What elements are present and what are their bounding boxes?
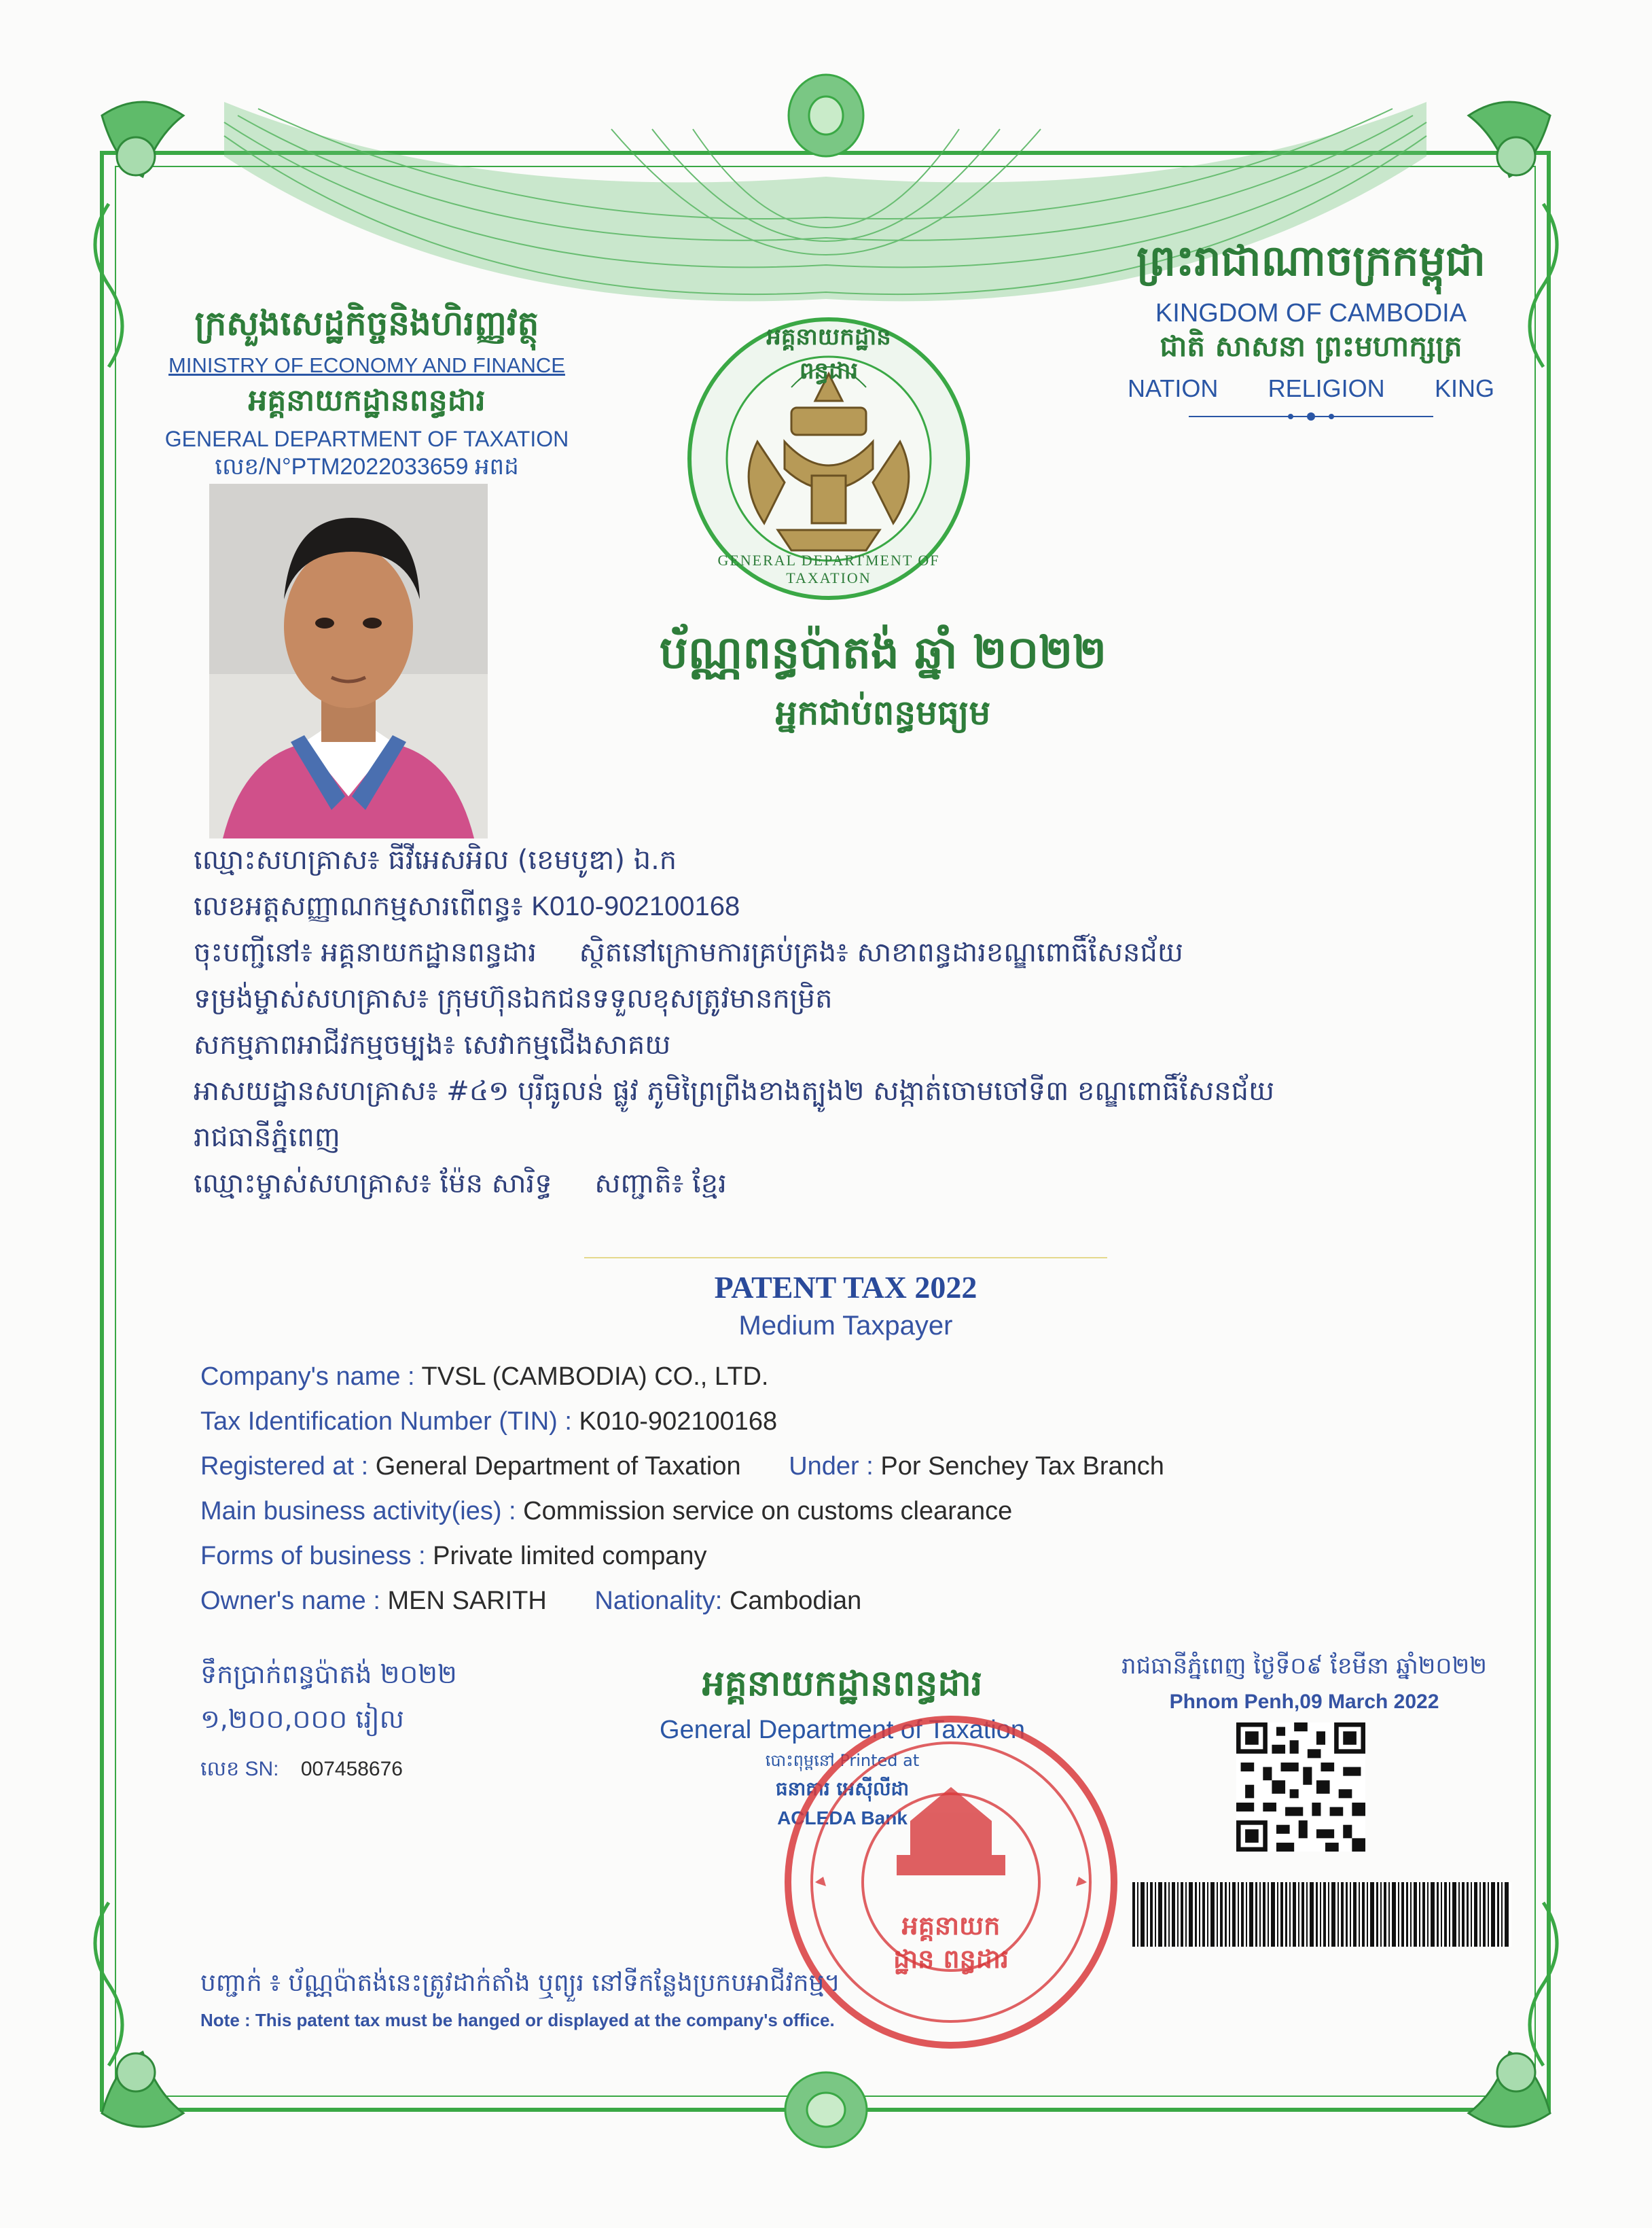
bank-kh: ធនាគារ អេស៊ីលីដា xyxy=(775,1778,910,1800)
kh-owner-label: ឈ្មោះម្ចាស់សហគ្រាស៖ xyxy=(194,1168,431,1199)
en-under-value: Por Senchey Tax Branch xyxy=(880,1452,1164,1481)
kh-registered-value: អគ្គនាយកដ្ឋានពន្ធដារ xyxy=(321,937,537,968)
serial-value: 007458676 xyxy=(300,1758,403,1780)
qr-code[interactable] xyxy=(1236,1722,1365,1852)
stamp-text: អគ្គនាយកដ្ឋាន ពន្ធដារ xyxy=(893,1911,1009,1975)
kingdom-kh: ព្រះរាជាណាចក្រកម្ពុជា xyxy=(1136,236,1486,285)
section-divider xyxy=(584,1257,1107,1258)
kh-company-value: ធីវីអេសអិល (ខេមបូឌា) ឯ.ក xyxy=(388,845,677,876)
issuer-en: General Department of Taxation xyxy=(660,1716,1025,1744)
motto-divider xyxy=(1189,410,1433,423)
owner-photo xyxy=(209,484,488,838)
kingdom-header xyxy=(1114,234,1508,426)
en-activity-value: Commission service on customs clearance xyxy=(523,1497,1013,1525)
owner-portrait xyxy=(209,484,488,838)
title-kh-main: ប័ណ្ណពន្ធប៉ាតង់ ឆ្នាំ ២០២២ xyxy=(659,626,1107,679)
title-kh-sub: អ្នកជាប់ពន្ធមធ្យម xyxy=(775,692,991,732)
printed-en: Printed at xyxy=(840,1751,920,1770)
en-nationality-label: Nationality: xyxy=(594,1587,723,1615)
kh-address-row xyxy=(194,1074,1484,1120)
en-tin-label: Tax Identification Number (TIN) : xyxy=(200,1407,572,1436)
en-owner-label: Owner's name : xyxy=(200,1587,380,1615)
en-company-value: TVSL (CAMBODIA) CO., LTD. xyxy=(421,1362,769,1391)
en-tin-row xyxy=(200,1407,1491,1452)
barcode[interactable] xyxy=(1131,1882,1511,1947)
ministry-en: MINISTRY OF ECONOMY AND FINANCE xyxy=(168,353,565,377)
motto-king: KING xyxy=(1434,374,1494,402)
title-en-sub: Medium Taxpayer xyxy=(738,1311,953,1341)
kingdom-en: KINGDOM OF CAMBODIA xyxy=(1155,299,1467,328)
en-tin-value: K010-902100168 xyxy=(579,1407,778,1436)
kh-tin-row xyxy=(194,889,1484,935)
motto-en xyxy=(1114,374,1508,403)
department-en: GENERAL DEPARTMENT OF TAXATION xyxy=(164,427,569,451)
motto-kh: ជាតិ សាសនា ព្រះមហាក្សត្រ xyxy=(1160,330,1462,363)
amount-value: ១,២០០,០០០ រៀល xyxy=(200,1704,404,1734)
en-owner-value: MEN SARITH xyxy=(387,1587,547,1615)
kh-registered-label: ចុះបញ្ជីនៅ៖ xyxy=(194,937,312,968)
kh-activity-label: សកម្មភាពអាជីវកម្មចម្បង៖ xyxy=(194,1029,455,1061)
en-company-label: Company's name : xyxy=(200,1362,415,1391)
kh-address-label: អាសយដ្ឋានសហគ្រាស៖ xyxy=(194,1076,438,1107)
kh-fields xyxy=(194,843,1484,1212)
kh-company-row xyxy=(194,843,1484,889)
kh-form-row xyxy=(194,981,1484,1027)
printed-kh: បោះពុម្ពនៅ xyxy=(765,1751,835,1770)
note-kh: បញ្ជាក់ ៖ ប័ណ្ណប៉ាតង់នេះត្រូវដាក់តាំង ឬព្យួរ នៅទីកន្លែងប្រកបអាជីវកម្ម។ xyxy=(200,1969,841,1997)
certificate-number: លេខ/N°PTM2022033659 អពដ xyxy=(215,454,519,480)
serial-label: លេខ SN: xyxy=(200,1758,279,1780)
en-registered-row xyxy=(200,1452,1491,1497)
kh-nationality-value: ខ្មែរ xyxy=(692,1168,727,1199)
kh-nationality-label: សញ្ជាតិ៖ xyxy=(594,1168,684,1199)
en-nationality-value: Cambodian xyxy=(729,1587,862,1615)
en-owner-row xyxy=(200,1587,1491,1631)
kh-form-label: ទម្រង់ម្ចាស់សហគ្រាស៖ xyxy=(194,983,429,1014)
seal-bottom-text: GENERAL DEPARTMENT OF TAXATION xyxy=(717,552,940,586)
kh-under-value: សាខាពន្ធដារខណ្ឌពោធិ៍សែនជ័យ xyxy=(857,937,1183,968)
title-en-block xyxy=(584,1269,1107,1341)
en-registered-label: Registered at : xyxy=(200,1452,369,1481)
title-en-main: PATENT TAX 2022 xyxy=(714,1270,977,1305)
issuer-kh: អគ្គនាយកដ្ឋានពន្ធដារ xyxy=(702,1663,983,1704)
department-seal xyxy=(683,313,975,605)
motto-religion: RELIGION xyxy=(1268,374,1385,402)
en-fields xyxy=(200,1362,1491,1631)
note-block xyxy=(200,1967,1355,2031)
seal-top-text: អគ្គនាយកដ្ឋានពន្ធដារ xyxy=(766,323,891,385)
kh-tin-label: លេខអត្តសញ្ញាណកម្មសារពើពន្ធ៖ xyxy=(194,891,523,922)
kh-activity-row xyxy=(194,1027,1484,1074)
motto-nation: NATION xyxy=(1128,374,1219,402)
department-kh: អគ្គនាយកដ្ឋានពន្ធដារ xyxy=(248,383,486,418)
en-registered-value: General Department of Taxation xyxy=(375,1452,741,1481)
en-forms-label: Forms of business : xyxy=(200,1542,426,1570)
amount-block xyxy=(200,1658,608,1786)
en-activity-label: Main business activity(ies) : xyxy=(200,1497,516,1525)
date-kh: រាជធានីភ្នំពេញ ថ្ងៃទី០៩ ខែមីនា ឆ្នាំ២០២២ xyxy=(1121,1652,1487,1680)
en-forms-row xyxy=(200,1542,1491,1587)
title-kh-block xyxy=(584,625,1182,741)
kh-address-value: #៤១ បុរីធូលន់ ផ្លូវ ភូមិព្រៃព្រីងខាងត្បូង២ សង្កាត់ចោមចៅទី៣ ខណ្ឌពោធិ៍សែនជ័យ xyxy=(446,1076,1275,1107)
kh-activity-value: សេវាកម្មជើងសាគយ xyxy=(463,1029,671,1061)
kh-registered-row xyxy=(194,935,1484,981)
note-en: Note : This patent tax must be hanged or displayed at the company's office. xyxy=(200,2010,835,2030)
en-forms-value: Private limited company xyxy=(433,1542,707,1570)
date-block xyxy=(1114,1651,1494,1714)
ministry-kh: ក្រសួងសេដ្ឋកិច្ចនិងហិរញ្ញវត្ថុ xyxy=(194,303,539,343)
ministry-header xyxy=(156,302,577,486)
amount-label: ទឹកប្រាក់ពន្ធប៉ាតង់ ២០២២ xyxy=(200,1659,457,1689)
kh-address-row-2 xyxy=(194,1120,1484,1166)
kh-under-label: ស្ថិតនៅក្រោមការគ្រប់គ្រង៖ xyxy=(579,937,848,968)
kh-owner-value: ម៉ែន សារិទ្ធ xyxy=(439,1168,552,1199)
kh-form-value: ក្រុមហ៊ុនឯកជនទទួលខុសត្រូវមានកម្រិត xyxy=(437,983,833,1014)
serial-row xyxy=(200,1756,608,1786)
bank-en: ACLEDA Bank xyxy=(777,1807,908,1828)
kh-tin-value: K010-902100168 xyxy=(531,891,740,921)
en-company-row xyxy=(200,1362,1491,1407)
kh-owner-row xyxy=(194,1166,1484,1212)
kh-address-city: រាជធានីភ្នំពេញ xyxy=(194,1122,340,1153)
kh-company-label: ឈ្មោះសហគ្រាស៖ xyxy=(194,845,380,876)
en-under-label: Under : xyxy=(789,1452,874,1481)
date-en: Phnom Penh,09 March 2022 xyxy=(1169,1691,1439,1713)
en-activity-row xyxy=(200,1497,1491,1542)
